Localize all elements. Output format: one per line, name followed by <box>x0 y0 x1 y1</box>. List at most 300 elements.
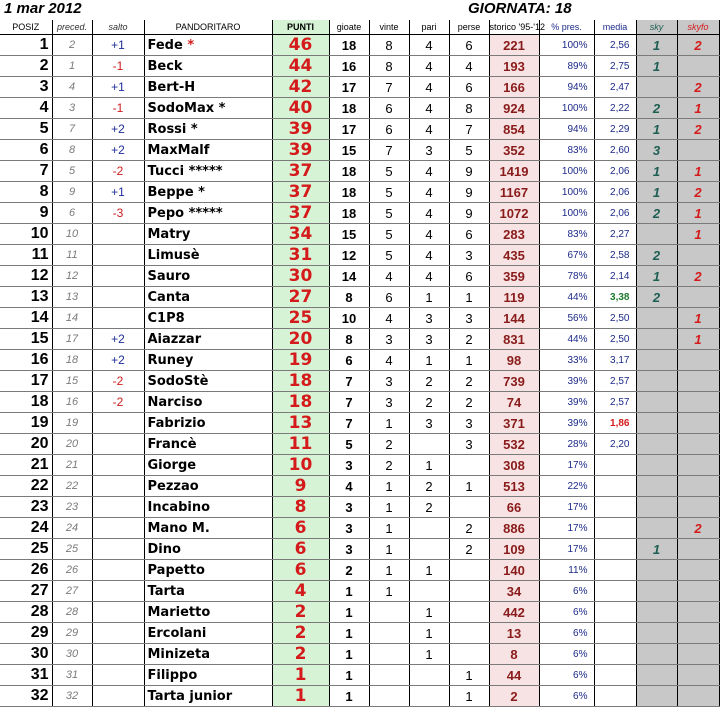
skyfo-cell <box>677 602 719 623</box>
points-cell: 30 <box>272 266 329 287</box>
previous-position-cell: 1 <box>52 56 92 77</box>
player-name: Canta <box>147 289 191 305</box>
jump-cell <box>92 518 144 539</box>
losses-cell: 6 <box>449 77 489 98</box>
skyfo-cell: 2 <box>677 266 719 287</box>
points-cell: 27 <box>272 287 329 308</box>
player-name-cell <box>144 665 272 686</box>
played-cell: 12 <box>329 245 369 266</box>
presence-cell: 83% <box>539 224 594 245</box>
draws-cell: 4 <box>409 119 449 140</box>
player-name: Francè <box>147 436 197 452</box>
presence-cell: 17% <box>539 497 594 518</box>
losses-cell: 3 <box>449 245 489 266</box>
col-header-pres: % pres. <box>539 20 594 35</box>
table-row <box>0 329 719 350</box>
skyfo-cell <box>677 623 719 644</box>
historical-cell: 34 <box>489 581 539 602</box>
presence-cell: 100% <box>539 203 594 224</box>
jump-cell <box>92 560 144 581</box>
sky-cell <box>636 77 677 98</box>
wins-cell: 6 <box>369 98 409 119</box>
wins-cell <box>369 665 409 686</box>
skyfo-cell <box>677 665 719 686</box>
previous-position-cell: 18 <box>52 350 92 371</box>
position-cell: 24 <box>0 518 52 539</box>
sky-cell <box>636 644 677 665</box>
played-cell: 4 <box>329 476 369 497</box>
historical-cell: 2 <box>489 686 539 707</box>
points-cell: 13 <box>272 413 329 434</box>
average-cell <box>594 560 636 581</box>
position-cell: 23 <box>0 497 52 518</box>
presence-cell: 89% <box>539 56 594 77</box>
presence-cell: 100% <box>539 182 594 203</box>
points-cell: 46 <box>272 35 329 56</box>
historical-cell: 283 <box>489 224 539 245</box>
skyfo-cell: 1 <box>677 161 719 182</box>
played-cell: 17 <box>329 119 369 140</box>
table-row <box>0 98 719 119</box>
presence-cell: 6% <box>539 644 594 665</box>
player-name-cell <box>144 77 272 98</box>
losses-cell: 9 <box>449 161 489 182</box>
draws-cell: 1 <box>409 602 449 623</box>
losses-cell: 8 <box>449 98 489 119</box>
skyfo-cell: 1 <box>677 98 719 119</box>
skyfo-cell: 2 <box>677 119 719 140</box>
historical-cell: 308 <box>489 455 539 476</box>
losses-cell: 2 <box>449 329 489 350</box>
skyfo-cell <box>677 56 719 77</box>
col-header-media: media <box>594 20 636 35</box>
points-cell: 18 <box>272 392 329 413</box>
player-name-cell <box>144 602 272 623</box>
player-name: Tarta junior <box>147 688 233 704</box>
draws-cell: 1 <box>409 560 449 581</box>
average-cell: 2,27 <box>594 224 636 245</box>
player-name: C1P8 <box>147 310 185 326</box>
wins-cell: 1 <box>369 476 409 497</box>
draws-cell: 4 <box>409 266 449 287</box>
average-cell: 3,38 <box>594 287 636 308</box>
played-cell: 3 <box>329 497 369 518</box>
wins-cell: 1 <box>369 497 409 518</box>
previous-position-cell: 4 <box>52 77 92 98</box>
historical-cell: 44 <box>489 665 539 686</box>
jump-cell <box>92 434 144 455</box>
historical-cell: 74 <box>489 392 539 413</box>
points-cell: 18 <box>272 371 329 392</box>
player-name-cell <box>144 581 272 602</box>
wins-cell <box>369 602 409 623</box>
jump-cell <box>92 497 144 518</box>
player-name: Rossi <box>147 121 187 137</box>
jump-cell <box>92 581 144 602</box>
table-row <box>0 413 719 434</box>
player-name: SodoStè <box>147 373 209 389</box>
played-cell: 18 <box>329 98 369 119</box>
jump-cell <box>92 665 144 686</box>
wins-cell: 1 <box>369 518 409 539</box>
sky-cell <box>636 476 677 497</box>
skyfo-cell: 2 <box>677 182 719 203</box>
draws-cell <box>409 434 449 455</box>
position-cell: 7 <box>0 161 52 182</box>
position-cell: 14 <box>0 308 52 329</box>
played-cell: 5 <box>329 434 369 455</box>
table-row <box>0 665 719 686</box>
played-cell: 3 <box>329 455 369 476</box>
player-name: Aiazzar <box>147 331 202 347</box>
player-name: Minizeta <box>147 646 210 662</box>
sky-cell <box>636 665 677 686</box>
sky-cell <box>636 686 677 707</box>
col-header-salto: salto <box>92 20 144 35</box>
table-row <box>0 518 719 539</box>
draws-cell: 3 <box>409 413 449 434</box>
presence-cell: 94% <box>539 119 594 140</box>
points-cell: 39 <box>272 140 329 161</box>
draws-cell: 3 <box>409 308 449 329</box>
col-header-punti: PUNTI <box>272 20 329 35</box>
historical-cell: 352 <box>489 140 539 161</box>
points-cell: 1 <box>272 686 329 707</box>
jump-cell <box>92 623 144 644</box>
points-cell: 39 <box>272 119 329 140</box>
draws-cell: 3 <box>409 140 449 161</box>
table-row <box>0 308 719 329</box>
losses-cell: 3 <box>449 308 489 329</box>
table-row <box>0 560 719 581</box>
table-row <box>0 686 719 707</box>
draws-cell <box>409 686 449 707</box>
played-cell: 18 <box>329 161 369 182</box>
previous-position-cell: 16 <box>52 392 92 413</box>
player-name-cell <box>144 560 272 581</box>
points-cell: 2 <box>272 602 329 623</box>
historical-cell: 435 <box>489 245 539 266</box>
played-cell: 1 <box>329 644 369 665</box>
skyfo-cell: 1 <box>677 224 719 245</box>
standings-body <box>0 35 719 707</box>
draws-cell: 3 <box>409 329 449 350</box>
wins-cell: 5 <box>369 161 409 182</box>
played-cell: 7 <box>329 392 369 413</box>
col-header-pandoritaro: PANDORITARO <box>144 20 272 35</box>
wins-cell: 5 <box>369 203 409 224</box>
position-cell: 29 <box>0 623 52 644</box>
sky-cell: 2 <box>636 287 677 308</box>
average-cell <box>594 455 636 476</box>
draws-cell: 2 <box>409 392 449 413</box>
points-cell: 37 <box>272 182 329 203</box>
title-bar <box>0 0 719 20</box>
average-cell <box>594 665 636 686</box>
draws-cell: 1 <box>409 350 449 371</box>
sky-cell <box>636 434 677 455</box>
losses-cell <box>449 623 489 644</box>
player-name-cell <box>144 161 272 182</box>
skyfo-cell <box>677 476 719 497</box>
position-cell: 26 <box>0 560 52 581</box>
draws-cell: 1 <box>409 287 449 308</box>
points-cell: 9 <box>272 476 329 497</box>
jump-cell: -2 <box>92 161 144 182</box>
previous-position-cell: 23 <box>52 497 92 518</box>
sky-cell <box>636 497 677 518</box>
draws-cell: 2 <box>409 476 449 497</box>
historical-cell: 109 <box>489 539 539 560</box>
wins-cell: 5 <box>369 182 409 203</box>
player-name-cell <box>144 245 272 266</box>
table-row <box>0 371 719 392</box>
draws-cell: 2 <box>409 497 449 518</box>
jump-cell: +2 <box>92 119 144 140</box>
points-cell: 42 <box>272 77 329 98</box>
presence-cell: 56% <box>539 308 594 329</box>
position-cell: 10 <box>0 224 52 245</box>
sky-cell <box>636 350 677 371</box>
historical-cell: 442 <box>489 602 539 623</box>
average-cell: 2,06 <box>594 161 636 182</box>
presence-cell: 6% <box>539 686 594 707</box>
previous-position-cell: 11 <box>52 245 92 266</box>
player-name-cell <box>144 140 272 161</box>
played-cell: 16 <box>329 56 369 77</box>
historical-cell: 1072 <box>489 203 539 224</box>
previous-position-cell: 12 <box>52 266 92 287</box>
position-cell: 25 <box>0 539 52 560</box>
wins-cell: 3 <box>369 329 409 350</box>
wins-cell: 5 <box>369 245 409 266</box>
col-header-skyfo: skyfo <box>677 20 719 35</box>
sky-cell: 1 <box>636 161 677 182</box>
average-cell: 2,75 <box>594 56 636 77</box>
points-cell: 44 <box>272 56 329 77</box>
skyfo-cell: 2 <box>677 518 719 539</box>
player-name-cell <box>144 686 272 707</box>
table-row <box>0 350 719 371</box>
points-cell: 25 <box>272 308 329 329</box>
table-row <box>0 287 719 308</box>
presence-cell: 6% <box>539 623 594 644</box>
sky-cell: 1 <box>636 35 677 56</box>
historical-cell: 1419 <box>489 161 539 182</box>
wins-cell: 4 <box>369 266 409 287</box>
average-cell: 2,60 <box>594 140 636 161</box>
points-cell: 6 <box>272 539 329 560</box>
player-name: Dino <box>147 541 181 557</box>
sky-cell <box>636 392 677 413</box>
previous-position-cell: 8 <box>52 140 92 161</box>
col-header-pari: pari <box>409 20 449 35</box>
table-row <box>0 140 719 161</box>
played-cell: 10 <box>329 308 369 329</box>
player-name: SodoMax <box>147 100 215 116</box>
presence-cell: 100% <box>539 98 594 119</box>
average-cell <box>594 686 636 707</box>
losses-cell <box>449 560 489 581</box>
presence-cell: 39% <box>539 413 594 434</box>
draws-cell: 4 <box>409 77 449 98</box>
points-cell: 37 <box>272 203 329 224</box>
position-cell: 31 <box>0 665 52 686</box>
draws-cell: 4 <box>409 161 449 182</box>
points-cell: 2 <box>272 623 329 644</box>
wins-cell: 8 <box>369 35 409 56</box>
losses-cell: 6 <box>449 266 489 287</box>
player-name-cell <box>144 518 272 539</box>
table-row <box>0 434 719 455</box>
jump-cell <box>92 644 144 665</box>
table-row <box>0 476 719 497</box>
previous-position-cell: 24 <box>52 518 92 539</box>
played-cell: 2 <box>329 560 369 581</box>
historical-cell: 886 <box>489 518 539 539</box>
player-name-cell <box>144 308 272 329</box>
col-header-posiz: POSIZ <box>0 20 52 35</box>
table-row <box>0 182 719 203</box>
skyfo-cell: 2 <box>677 77 719 98</box>
player-name: Pezzao <box>147 478 199 494</box>
previous-position-cell: 27 <box>52 581 92 602</box>
player-name: Runey <box>147 352 194 368</box>
wins-cell: 1 <box>369 539 409 560</box>
draws-cell: 4 <box>409 182 449 203</box>
presence-cell: 17% <box>539 518 594 539</box>
wins-cell: 1 <box>369 560 409 581</box>
player-name-cell <box>144 224 272 245</box>
wins-cell: 6 <box>369 119 409 140</box>
historical-cell: 98 <box>489 350 539 371</box>
presence-cell: 83% <box>539 140 594 161</box>
player-name-cell <box>144 476 272 497</box>
sky-cell <box>636 455 677 476</box>
previous-position-cell: 2 <box>52 35 92 56</box>
losses-cell <box>449 644 489 665</box>
skyfo-cell <box>677 392 719 413</box>
position-cell: 15 <box>0 329 52 350</box>
player-name: Filippo <box>147 667 198 683</box>
draws-cell: 4 <box>409 224 449 245</box>
losses-cell <box>449 455 489 476</box>
date-label: 1 mar 2012 <box>4 0 82 17</box>
average-cell: 2,50 <box>594 308 636 329</box>
previous-position-cell: 19 <box>52 413 92 434</box>
previous-position-cell: 7 <box>52 119 92 140</box>
wins-cell: 3 <box>369 392 409 413</box>
player-star-marker: * <box>186 121 198 137</box>
wins-cell <box>369 623 409 644</box>
position-cell: 20 <box>0 434 52 455</box>
player-name: Bert-H <box>147 79 196 95</box>
average-cell: 2,29 <box>594 119 636 140</box>
historical-cell: 831 <box>489 329 539 350</box>
average-cell: 2,57 <box>594 371 636 392</box>
position-cell: 12 <box>0 266 52 287</box>
table-row <box>0 539 719 560</box>
sky-cell <box>636 581 677 602</box>
presence-cell: 22% <box>539 476 594 497</box>
points-cell: 6 <box>272 560 329 581</box>
jump-cell: -3 <box>92 203 144 224</box>
table-row <box>0 161 719 182</box>
played-cell: 1 <box>329 581 369 602</box>
player-name-cell <box>144 287 272 308</box>
skyfo-cell <box>677 581 719 602</box>
skyfo-cell <box>677 497 719 518</box>
jump-cell: +1 <box>92 182 144 203</box>
skyfo-cell <box>677 371 719 392</box>
draws-cell <box>409 581 449 602</box>
points-cell: 34 <box>272 224 329 245</box>
jump-cell: +2 <box>92 329 144 350</box>
average-cell <box>594 602 636 623</box>
player-name-cell <box>144 98 272 119</box>
sky-cell: 2 <box>636 203 677 224</box>
wins-cell: 3 <box>369 371 409 392</box>
table-row <box>0 203 719 224</box>
average-cell: 2,57 <box>594 392 636 413</box>
jump-cell: +1 <box>92 77 144 98</box>
played-cell: 1 <box>329 602 369 623</box>
position-cell: 19 <box>0 413 52 434</box>
skyfo-cell: 1 <box>677 203 719 224</box>
previous-position-cell: 15 <box>52 371 92 392</box>
losses-cell: 1 <box>449 476 489 497</box>
losses-cell: 6 <box>449 35 489 56</box>
historical-cell: 144 <box>489 308 539 329</box>
player-name: Ercolani <box>147 625 207 641</box>
losses-cell: 5 <box>449 140 489 161</box>
wins-cell <box>369 686 409 707</box>
losses-cell: 6 <box>449 224 489 245</box>
played-cell: 18 <box>329 203 369 224</box>
presence-cell: 17% <box>539 539 594 560</box>
losses-cell <box>449 581 489 602</box>
played-cell: 8 <box>329 329 369 350</box>
previous-position-cell: 31 <box>52 665 92 686</box>
jump-cell <box>92 308 144 329</box>
historical-cell: 359 <box>489 266 539 287</box>
sky-cell: 1 <box>636 119 677 140</box>
losses-cell: 2 <box>449 371 489 392</box>
previous-position-cell: 10 <box>52 224 92 245</box>
losses-cell <box>449 602 489 623</box>
player-name: Pepo <box>147 205 185 221</box>
played-cell: 7 <box>329 413 369 434</box>
player-star-marker: * <box>214 100 226 116</box>
previous-position-cell: 25 <box>52 539 92 560</box>
draws-cell: 4 <box>409 56 449 77</box>
played-cell: 1 <box>329 665 369 686</box>
position-cell: 27 <box>0 581 52 602</box>
presence-cell: 28% <box>539 434 594 455</box>
losses-cell: 7 <box>449 119 489 140</box>
previous-position-cell: 26 <box>52 560 92 581</box>
player-name-cell <box>144 350 272 371</box>
sky-cell: 1 <box>636 539 677 560</box>
presence-cell: 78% <box>539 266 594 287</box>
wins-cell <box>369 644 409 665</box>
skyfo-cell: 2 <box>677 35 719 56</box>
player-name-cell <box>144 182 272 203</box>
previous-position-cell: 28 <box>52 602 92 623</box>
presence-cell: 94% <box>539 77 594 98</box>
presence-cell: 6% <box>539 602 594 623</box>
player-name: Limusè <box>147 247 200 263</box>
